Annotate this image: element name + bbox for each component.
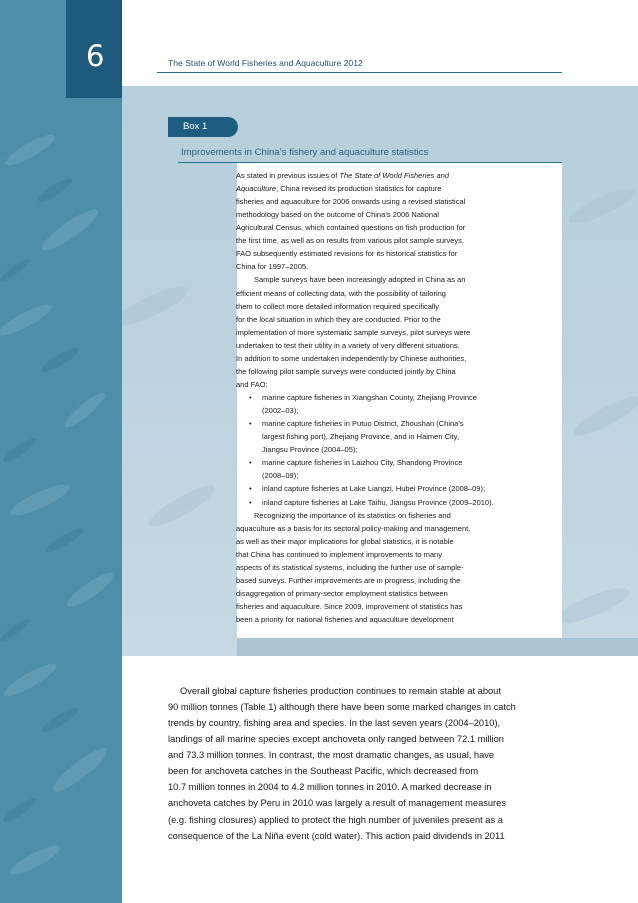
box-bottom-band — [237, 638, 638, 656]
box-text-line — [262, 472, 298, 480]
text-run: inland capture fisheries at Lake Taihu, Jiangsu Province (2009–2010). — [262, 497, 494, 507]
bullet-marker: • — [249, 393, 252, 403]
box-text-line — [236, 316, 441, 324]
box-text-line — [236, 381, 268, 389]
fish-pattern-decoration — [0, 0, 122, 903]
body-text-line: 10.7 million tonnes in 2004 to 4.2 million tonnes in 2010. A marked decrease in — [168, 782, 492, 793]
text-run: that China has continued to implement improvements to many — [236, 549, 442, 559]
box-text-line — [236, 172, 449, 180]
box-text-line — [236, 303, 439, 311]
text-run: FAO subsequently estimated revisions for its historical statistics for — [236, 249, 458, 259]
text-run: Sample surveys have been increasingly adopted in China as an — [254, 275, 466, 285]
text-run: aquaculture as a basis for its sectoral policy-making and management, — [236, 523, 471, 533]
text-run: inland capture fisheries at Lake Liangzi, Hubei Province (2008–09); — [262, 484, 486, 494]
publication-title-italic: Aquaculture — [236, 184, 277, 194]
box-bullet-line — [262, 459, 462, 467]
bullet-marker: • — [249, 458, 252, 468]
box-text-line — [236, 198, 465, 206]
box-text-line — [236, 616, 454, 624]
text-run: largest fishing port), Zhejiang Province, and in Haimen City, — [262, 432, 460, 442]
box-title: Improvements in China’s fishery and aquaculture statistics — [181, 147, 429, 158]
box-text-line — [236, 368, 456, 376]
text-run: efficient means of collecting data, with the possibility of tailoring — [236, 288, 446, 298]
header-divider — [157, 72, 562, 73]
text-run: them to collect more detailed information required specifically — [236, 301, 440, 311]
body-text-line: Overall global capture fisheries production continues to remain stable at about — [180, 686, 501, 696]
text-run: methodology based on the outcome of China’s 2006 National — [236, 210, 439, 220]
text-run: and FAO: — [236, 379, 268, 389]
body-text-line: and 73.3 million tonnes. In contrast, the most dramatic changes, as usual, have — [168, 750, 495, 761]
bullet-marker: • — [249, 484, 252, 494]
text-run: undertaken to test their utility in a variety of very different situations. — [236, 340, 460, 350]
body-text-line: anchoveta catches by Peru in 2010 was largely a result of management measures — [168, 798, 506, 809]
text-run: based surveys. Further improvements are in progress, including the — [236, 575, 461, 585]
text-run: as well as their major implications for global statistics, it is notable — [236, 536, 454, 546]
text-run: China for 1997–2005. — [236, 262, 309, 272]
box-text-line — [236, 551, 442, 559]
publication-title-italic: The State of World Fisheries and — [339, 171, 450, 180]
page-margin-band — [0, 0, 122, 903]
text-run: disaggregation of primary-sector employment statistics between — [236, 588, 448, 598]
box-text-line — [236, 525, 470, 533]
box-text-line — [236, 329, 470, 337]
bullet-marker: • — [249, 419, 252, 429]
body-text-line: 90 million tonnes (Table 1) although there have been some marked changes in catch — [168, 702, 516, 713]
text-run: fisheries and aquaculture. Since 2009, improvement of statistics has — [236, 601, 463, 611]
text-run: implementation of more systematic sample surveys, pilot surveys were — [236, 327, 471, 337]
box-bullet-line — [262, 394, 477, 402]
body-text-line: (e.g. fishing closures) applied to protect the high number of juveniles present as a — [168, 814, 503, 825]
box-title-divider — [178, 162, 562, 163]
text-run: marine capture fisheries in Xiangshan County, Zhejiang Province — [262, 393, 477, 403]
box-text-line — [254, 512, 451, 520]
page-number: 6 — [86, 39, 105, 73]
text-run: marine capture fisheries in Putuo District, Zhoushan (China’s — [262, 419, 464, 429]
text-run: , China revised its production statistics for capture — [276, 184, 442, 194]
box-text-line — [236, 224, 465, 232]
box-text-line — [236, 577, 460, 585]
bullet-marker: • — [249, 497, 252, 507]
box-text-line — [236, 342, 460, 350]
box-text-line — [236, 263, 308, 271]
body-text-line: landings of all marine species except anchoveta only ranged between 72.1 million — [168, 734, 504, 745]
body-text-line: trends by country, fishing area and species. In the last seven years (2004–2010), — [168, 718, 501, 729]
text-run: fisheries and aquaculture for 2006 onwards using a revised statistical — [236, 197, 466, 207]
box-bullet-line — [262, 485, 485, 493]
box-text-line — [236, 237, 464, 245]
text-run: marine capture fisheries in Laizhou City, Shandong Province — [262, 458, 463, 468]
text-run: Recognizing the importance of its statistics on fisheries and — [254, 510, 451, 520]
box-text-line — [236, 603, 462, 611]
running-header: The State of World Fisheries and Aquaculture 2012 — [168, 58, 363, 68]
box-text-line — [236, 290, 446, 298]
body-text-line: been for anchoveta catches in the Southeast Pacific, which decreased from — [168, 766, 479, 777]
text-run: aspects of its statistical systems, including the further use of sample- — [236, 562, 464, 572]
text-run: (2008–09); — [262, 471, 299, 481]
box-text-line — [236, 355, 466, 363]
box-text-line — [262, 407, 298, 415]
text-run: the following pilot sample surveys were conducted jointly by China — [236, 366, 456, 376]
box-bullet-line — [262, 499, 494, 507]
box-text-line — [236, 211, 439, 219]
box-text-line — [236, 250, 457, 258]
box-text-line — [254, 276, 465, 284]
text-run: Agricultural Census, which contained questions on fish production for — [236, 223, 466, 233]
text-run: the first time, as well as on results from various pilot sample surveys. — [236, 236, 464, 246]
text-run: In addition to some undertaken independently by Chinese authorities, — [236, 353, 467, 363]
text-run: been a priority for national fisheries and aquaculture development — [236, 615, 454, 625]
box-label: Box 1 — [183, 121, 208, 132]
text-run: Jiangsu Province (2004–05); — [262, 445, 358, 455]
box-text-line — [236, 185, 442, 193]
text-run: As stated in previous issues of — [236, 171, 340, 180]
box-text-line — [236, 538, 454, 546]
box-bullet-line — [262, 420, 464, 428]
box-text-line — [262, 433, 459, 441]
box-text-line — [236, 590, 448, 598]
text-run: (2002–03); — [262, 406, 299, 416]
box-text-line — [236, 564, 464, 572]
text-run: for the local situation in which they are conducted. Prior to the — [236, 314, 441, 324]
body-text-line: consequence of the La Niña event (cold water). This action paid dividends in 2011 — [168, 830, 505, 841]
box-text-line — [262, 446, 357, 454]
